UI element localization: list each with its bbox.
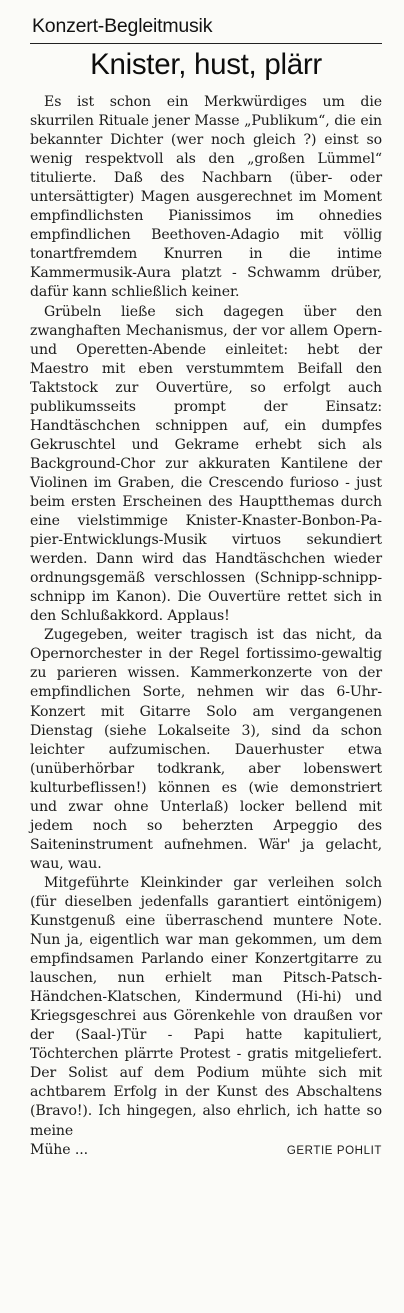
article-headline: Knister, hust, plärr <box>90 48 322 81</box>
article-paragraph: Es ist schon ein Merkwürdiges um die skurrilen Rituale jener Masse „Publikum“, die ein bekannter Dichter (wer noch gleich ?) einst so wenig respektvoll als den „großen Lümmel“ titulierte. Daß des Nachbarn (über- oder untersättigter) Magen ausgerechnet im Moment empfindlichsten Pianissimos im ohnedies empfindlichen Beethoven-Adagio mit völlig tonartfremdem Knurren in die intime Kammermusik-Aura platzt - Schwamm drüber, dafür kann schließlich keiner. <box>30 94 382 301</box>
author-byline: GERTIE POHLIT <box>286 1144 382 1157</box>
rubric-rule <box>30 43 382 44</box>
section-rubric: Konzert-Begleitmusik <box>32 15 213 37</box>
closing-text: Mühe ... <box>30 1141 89 1158</box>
article-paragraph: Mitgeführte Kleinkinder gar verleihen solch (für dieselben jedenfalls garantiert eintönigem) Kunstgenuß eine überraschend muntere Note. Nun ja, eigentlich war man gekommen, um dem empfindsamen Parlando einer Konzertgitarre zu lauschen, nun erhielt man Pitsch-Patsch-Händchen-Klatschen, Kindermund (Hi-hi) und Kriegsgeschrei aus Görenkehle von draußen vor der (Saal-)Tür - Papi hatte kapituliert, Töchterchen plärrte Protest - gratis mitgeliefert. Der Solist auf dem Podium mühte sich mit achtbarem Erfolg in der Kunst des Abschaltens (Bravo!). Ich hingegen, also ehrlich, ich hatte so meine <box>30 874 382 1139</box>
article-paragraph: Grübeln ließe sich dagegen über den zwanghaften Mechanismus, der vor allem Opern- und Operetten-Abende einleitet: hebt der Maestro mit eben verstummtem Beifall den Taktstock zur Ouvertüre, so erfolgt auch publikumsseits prompt der Einsatz: Handtäschchen schnippen auf, ein dumpfes Gekruschtel und Gekrame erhebt sich als Background-Chor zur akkuraten Kantilene der Violinen im Graben, die Crescendo furioso - just beim ersten Erscheinen des Hauptthemas durch eine vielstimmige Knister-Knaster-Bonbon-Papier-Entwicklungs-Musik virtuos sekundiert werden. Dann wird das Handtäschchen wieder ordnungsgemäß verschlossen (Schnipp-schnipp-schnipp im Kanon). Die Ouvertüre rettet sich in den Schlußakkord. Applaus! <box>30 303 382 625</box>
closing-line <box>30 1141 382 1160</box>
article-paragraph: Zugegeben, weiter tragisch ist das nicht, da Opernorchester in der Regel fortissimo-gewaltig zu parieren wissen. Kammerkonzerte von der empfindlichen Sorte, nehmen wir das 6-Uhr-Konzert mit Gitarre Solo am vergangenen Dienstag (siehe Lokalseite 3), sind da schon leichter aufzumischen. Dauerhuster etwa (unüberhörbar todkrank, aber lobenswert kulturbeflissen!) können es (wie demonstriert und zwar ohne Unterlaß) locker bellend mit jedem noch so beherzten Arpeggio des Saiteninstrument aufnehmen. Wär' ja gelacht, wau, wau. <box>30 627 382 872</box>
article-body <box>30 93 382 1160</box>
